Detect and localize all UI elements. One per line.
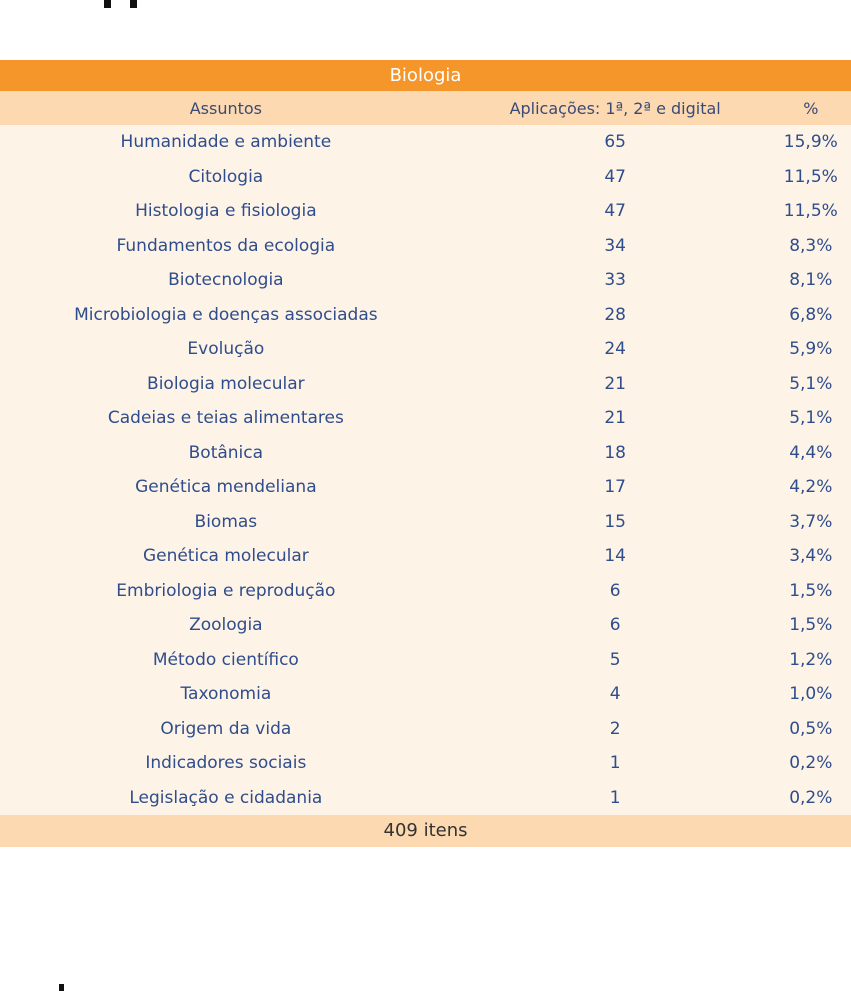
- row-subject: Biomas: [194, 511, 258, 532]
- row-count: 1: [609, 787, 621, 808]
- row-percent: 5,1%: [789, 373, 833, 394]
- row-subject: Genética mendeliana: [135, 477, 317, 498]
- row-subject: Humanidade e ambiente: [120, 132, 332, 153]
- table-title: Biologia: [0, 60, 851, 91]
- row-percent: 11,5%: [783, 166, 838, 187]
- table-row: [0, 125, 851, 160]
- row-percent: 8,3%: [789, 235, 833, 256]
- row-percent: 15,9%: [783, 132, 838, 153]
- row-subject: Genética molecular: [142, 546, 309, 567]
- row-subject: Método científico: [152, 649, 299, 670]
- row-percent: 0,2%: [789, 787, 833, 808]
- table-row: [0, 608, 851, 643]
- row-subject: Legislação e cidadania: [129, 787, 323, 808]
- row-count: 4: [609, 684, 621, 705]
- row-count: 34: [604, 235, 626, 256]
- header-subject: Assuntos: [189, 98, 262, 118]
- table-row: [0, 643, 851, 678]
- row-count: 17: [604, 477, 626, 498]
- table-row: [0, 436, 851, 471]
- row-percent: 1,0%: [789, 684, 833, 705]
- row-count: 21: [604, 373, 626, 394]
- row-count: 14: [604, 546, 626, 567]
- table-header-row: [0, 91, 851, 125]
- table-row: [0, 781, 851, 816]
- biology-subjects-table: [0, 60, 851, 847]
- table-row: [0, 539, 851, 574]
- row-subject: Evolução: [187, 339, 265, 360]
- table-row: [0, 367, 851, 402]
- row-percent: 6,8%: [789, 304, 833, 325]
- row-count: 47: [604, 166, 626, 187]
- row-subject: Fundamentos da ecologia: [116, 235, 336, 256]
- table-row: [0, 470, 851, 505]
- row-percent: 3,7%: [789, 511, 833, 532]
- row-count: 21: [604, 408, 626, 429]
- row-count: 1: [609, 753, 621, 774]
- row-subject: Zoologia: [189, 615, 263, 636]
- table-row: [0, 712, 851, 747]
- row-percent: 4,4%: [789, 442, 833, 463]
- row-subject: Indicadores sociais: [145, 753, 307, 774]
- table-row: [0, 574, 851, 609]
- row-count: 65: [604, 132, 626, 153]
- row-count: 33: [604, 270, 626, 291]
- row-subject: Citologia: [188, 166, 264, 187]
- row-percent: 8,1%: [789, 270, 833, 291]
- row-count: 28: [604, 304, 626, 325]
- row-subject: Biologia molecular: [147, 373, 305, 394]
- row-subject: Embriologia e reprodução: [116, 580, 336, 601]
- table-row: [0, 229, 851, 264]
- row-subject: Botânica: [188, 442, 264, 463]
- table-row: [0, 401, 851, 436]
- row-count: 47: [604, 201, 626, 222]
- top-edge-mark: [130, 0, 137, 8]
- bottom-edge-mark: [59, 984, 64, 991]
- row-percent: 0,2%: [789, 753, 833, 774]
- header-percent: %: [803, 98, 819, 118]
- table-row: [0, 194, 851, 229]
- table-row: [0, 298, 851, 333]
- row-subject: Origem da vida: [160, 718, 292, 739]
- table-row: [0, 332, 851, 367]
- row-count: 2: [609, 718, 621, 739]
- row-count: 6: [609, 580, 621, 601]
- row-subject: Taxonomia: [180, 684, 272, 705]
- table-body: [0, 125, 851, 815]
- table-row: [0, 746, 851, 781]
- row-percent: 5,1%: [789, 408, 833, 429]
- row-percent: 1,5%: [789, 615, 833, 636]
- row-count: 24: [604, 339, 626, 360]
- row-count: 15: [604, 511, 626, 532]
- table-row: [0, 677, 851, 712]
- row-subject: Microbiologia e doenças associadas: [74, 304, 378, 325]
- table-row: [0, 160, 851, 195]
- row-count: 5: [609, 649, 621, 670]
- row-subject: Cadeias e teias alimentares: [107, 408, 344, 429]
- row-percent: 11,5%: [783, 201, 838, 222]
- table-row: [0, 505, 851, 540]
- header-count: Aplicações: 1ª, 2ª e digital: [509, 98, 721, 118]
- row-percent: 3,4%: [789, 546, 833, 567]
- row-count: 18: [604, 442, 626, 463]
- row-subject: Biotecnologia: [168, 270, 284, 291]
- row-percent: 5,9%: [789, 339, 833, 360]
- table-total: 409 itens: [0, 815, 851, 847]
- table-row: [0, 263, 851, 298]
- row-subject: Histologia e fisiologia: [135, 201, 317, 222]
- row-percent: 4,2%: [789, 477, 833, 498]
- row-percent: 1,2%: [789, 649, 833, 670]
- row-percent: 0,5%: [789, 718, 833, 739]
- top-edge-mark: [104, 0, 111, 8]
- row-count: 6: [609, 615, 621, 636]
- row-percent: 1,5%: [789, 580, 833, 601]
